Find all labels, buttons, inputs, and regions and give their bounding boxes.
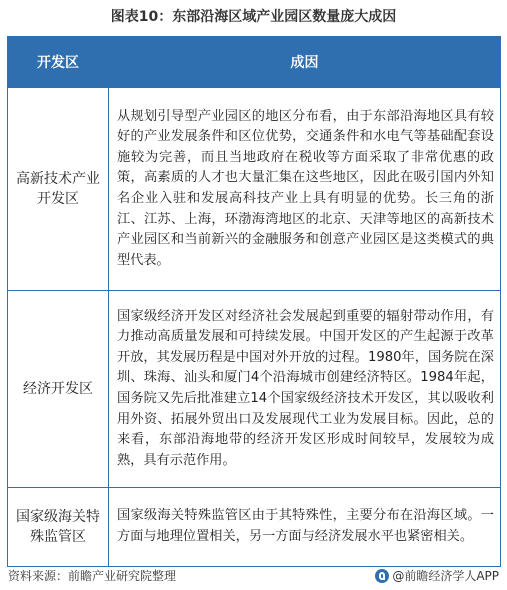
reason-cell: 从规划引导型产业园区的地区分布看，由于东部沿海地区具有较好的产业发展条件和区位优势，交通条件和水电气等基础配套设施较为完善，而且当地政府在税收等方面采取了非常优惠的政策，高素质的人才也大量汇集在这些地区，因此在吸引国内外知名企业入驻和发展高科技产业上具有明显的优势。长三角的浙江、江苏、上海，环渤海湾地区的北京、天津等地区的高新技术产业园区和当前新兴的金融服务和创意产业园区是这类模式的典型代表。 [109,88,501,291]
reason-cell: 国家级海关特殊监管区由于其特殊性，主要分布在沿海区域。一方面与地理位置相关，另一方面与经济发展水平也紧密相关。 [109,488,501,567]
footer [0,558,507,590]
table-row [8,291,501,488]
zone-cell: 经济开发区 [8,291,109,488]
table-header-row [8,37,501,88]
header-zone: 开发区 [8,37,109,88]
source-note: 资料来源：前瞻产业研究院整理 [8,569,177,583]
causes-table [7,36,501,567]
qianzhan-logo-icon [375,569,389,583]
header-reason: 成因 [109,37,501,88]
table-row [8,488,501,567]
table-row [8,88,501,291]
brand-label: @前瞻经济学人APP [392,569,499,583]
zone-cell: 国家级海关特殊监管区 [8,488,109,567]
figure-title: 图表10：东部沿海区域产业园区数量庞大成因 [110,9,397,25]
zone-cell: 高新技术产业开发区 [8,88,109,291]
brand-credit [375,567,499,584]
reason-cell: 国家级经济开发区对经济社会发展起到重要的辐射带动作用，有力推动高质量发展和可持续发展。中国开发区的产生起源于改革开放，其发展历程是中国对外开放的过程。1980年，国务院在深圳、珠海、汕头和厦门4个沿海城市创建经济特区。1984年起，国务院又先后批准建立14个国家级经济技术开发区，其以吸收利用外资、拓展外贸出口及发展现代工业为发展目标。因此，总的来看，东部沿海地带的经济开发区形成时间较早，发展较为成熟，具有示范作用。 [109,291,501,488]
